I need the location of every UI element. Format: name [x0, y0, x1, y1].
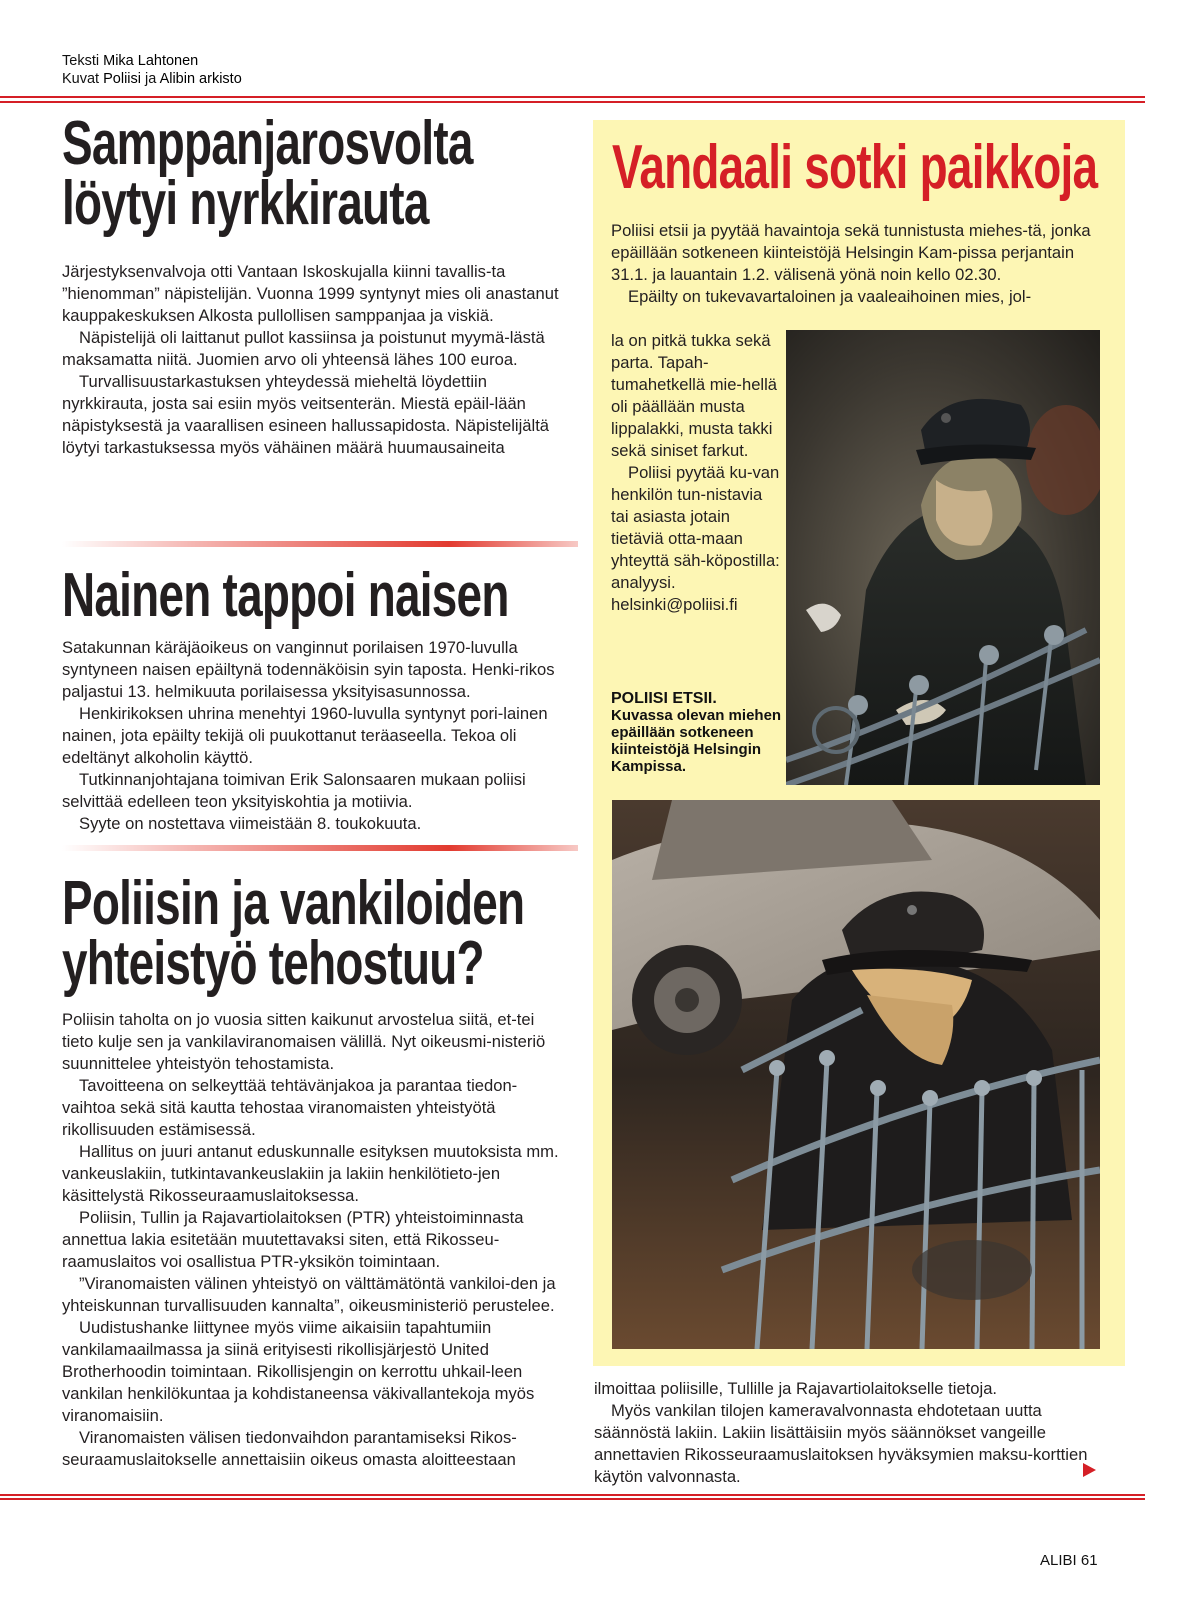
paragraph: Tavoitteena on selkeyttää tehtävänjakoa ja parantaa tiedon-vaihtoa sekä sitä kautta tehostaa viranomaisten yhteistyötä rikollisuuden estämisessä.: [62, 1076, 518, 1139]
paragraph: Poliisin, Tullin ja Rajavartiolaitoksen (PTR) yhteistoiminnasta annettua lakia esitetään muutettavaksi siten, että Rikosseu-raamuslaitos voi osallistua PTR-yksikön toimintaan.: [62, 1208, 524, 1271]
paragraph: Poliisin taholta on jo vuosia sitten kaikunut arvostelua siitä, et-tei tieto kulje sen ja vankilaviranomaisen välillä. Nyt oikeusmi-nisteriö suunnittelee yhteistyön tehostamista.: [62, 1010, 546, 1073]
section-divider: [62, 845, 578, 851]
paragraph: Hallitus on juuri antanut eduskunnalle esityksen muutoksista mm. vankeuslakiin, tutkintavankeuslakiin ja lakiin henkilötieto-jen käsittelystä Rikosseuraamuslaitoksessa.: [62, 1142, 559, 1205]
caption-text: Kuvassa olevan miehen epäillään sotkeneen kiinteistöjä Helsingin Kampissa.: [611, 707, 782, 775]
paragraph: Myös vankilan tilojen kameravalvonnasta ehdotetaan uutta säännöstä lakiin. Lakiin lisättäisiin myös säännökset vangeille annettavien Rikosseuraamuslaitoksen hyväksymien maksu-korttien käytön valvonnasta.: [594, 1401, 1088, 1486]
paragraph: la on pitkä tukka sekä parta. Tapah-tumahetkellä mie-hellä oli päällään musta lippalakki, musta takki sekä siniset farkut.: [611, 331, 778, 460]
paragraph: Tutkinnanjohtajana toimivan Erik Salonsaaren mukaan poliisi selvittää edelleen teon yksityiskohtia ja motiivia.: [62, 770, 526, 811]
paragraph: Järjestyksenvalvoja otti Vantaan Iskoskujalla kiinni tavallis-ta ”hienomman” näpistelijän. Vuonna 1999 syntynyt mies oli anastanut kauppakeskuksen Alkosta pullollisen samppanjaa ja viskiä.: [62, 262, 559, 325]
paragraph: Näpistelijä oli laittanut pullot kassiinsa ja poistunut myymä-lästä maksamatta niitä. Juomien arvo oli yhteensä lähes 100 euroa.: [62, 328, 545, 369]
surveillance-photo-2: [612, 800, 1100, 1349]
article2-body: [62, 637, 567, 835]
caption-title: POLIISI ETSII.: [611, 690, 717, 707]
paragraph: Viranomaisten välisen tiedonvaihdon parantamiseksi Rikos-seuraamuslaitokselle annettaisiin oikeus omasta aloitteestaan: [62, 1428, 517, 1469]
page-folio: ALIBI 61: [1040, 1552, 1098, 1569]
photo-caption: [611, 690, 791, 775]
paragraph: Turvallisuustarkastuksen yhteydessä mieheltä löydettiin nyrkkirauta, josta sai esiin myös veitsenterän. Miestä epäil-lään näpistyksestä ja vaarallisen esineen hallussapidosta. Näpistelijältä löytyi tarkastuksessa myös vähäinen määrä huumausaineita: [62, 372, 550, 457]
paragraph: ilmoittaa poliisille, Tullille ja Rajavartiolaitokselle tietoja.: [594, 1379, 998, 1398]
article3-continuation: [594, 1378, 1119, 1488]
paragraph: Poliisi pyytää ku-van henkilön tun-nistavia tai asiasta jotain tietäviä otta-maan yhteyttä säh-köpostilla: analyysi. helsinki@poliisi.fi: [611, 463, 780, 614]
surveillance-photo-1: [786, 330, 1100, 785]
continue-arrow-icon: [1083, 1463, 1096, 1477]
article3-headline: Poliisin ja vankiloiden yhteistyö tehostuu?: [62, 869, 525, 998]
text-credit: Teksti Mika Lahtonen: [62, 53, 199, 69]
article1-body: [62, 261, 567, 459]
bottom-rule: [0, 1494, 1145, 1500]
paragraph: ”Viranomaisten välinen yhteistyö on välttämätöntä vankiloi-den ja yhteiskunnan turvallisuuden kannalta”, oikeusministeriö perustelee.: [62, 1274, 556, 1315]
article2-headline: Nainen tappoi naisen: [62, 561, 509, 630]
sidebar-headline: Vandaali sotki paikkoja: [612, 133, 1098, 202]
sidebar-body-wide: [611, 220, 1106, 308]
paragraph: Uudistushanke liittynee myös viime aikaisiin tapahtumiin vankilamaailmassa ja siinä erityisesti rikollisjärjestö United Brotherhoodin toimintaan. Rikollisjengin on kerrottu uhkail-leen vankilan henkilökuntaa ja kohdistaneensa väkivallantekoja myös viranomaisiin.: [62, 1318, 535, 1425]
photo-credit: Kuvat Poliisi ja Alibin arkisto: [62, 71, 242, 87]
photo-source-1: Poliisi: [103, 71, 141, 87]
paragraph: Henkirikoksen uhrina menehtyi 1960-luvulla syntynyt pori-lainen nainen, jota epäilty tekijä oli puukottanut teräaseella. Tekoa oli edeltänyt alkoholin käyttö.: [62, 704, 548, 767]
paragraph: Poliisi etsii ja pyytää havaintoja sekä tunnistusta miehes-tä, jonka epäillään sotkeneen kiinteistöjä Helsingin Kam-pissa perjantain 31.1. ja lauantain 1.2. välisenä yönä noin kello 02.30.: [611, 221, 1091, 284]
section-divider: [62, 541, 578, 547]
article1-headline: Samppanjarosvolta löytyi nyrkkirauta: [62, 109, 473, 238]
paragraph: Epäilty on tukevavartaloinen ja vaaleaihoinen mies, jol-: [628, 287, 1032, 306]
sidebar-body-narrow: [611, 330, 781, 616]
top-rule: [0, 96, 1145, 104]
article3-body: [62, 1009, 567, 1471]
author-name: Mika Lahtonen: [103, 53, 199, 69]
photo-source-2: Alibin arkisto: [159, 71, 242, 87]
paragraph: Syyte on nostettava viimeistään 8. toukokuuta.: [79, 814, 422, 833]
paragraph: Satakunnan käräjäoikeus on vanginnut porilaisen 1970-luvulla syntyneen naisen epäiltynä todennäköisin syin taposta. Henki-rikos paljastui 13. helmikuuta porilaisessa yksityisasunnossa.: [62, 638, 555, 701]
byline: [62, 52, 242, 88]
